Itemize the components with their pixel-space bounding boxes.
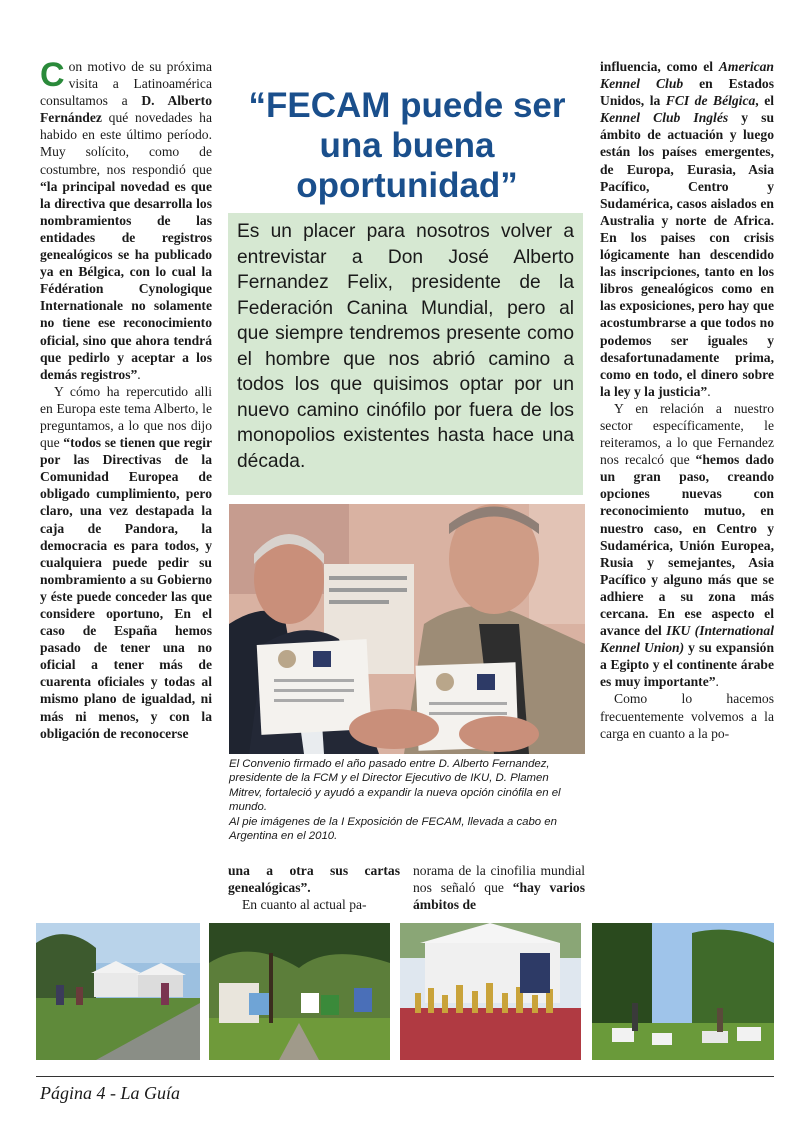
paragraph (40, 383, 212, 742)
text: En cuanto al actual pa- (242, 897, 367, 913)
paragraph (228, 896, 400, 913)
text: Y en relación a nuestro sector específicamente, le reiteramos, a lo que Fernandez nos recalcó que (600, 400, 774, 468)
quote-text: “hay varios ámbitos de (413, 880, 586, 913)
article-column-3 (600, 58, 774, 742)
article-column-1 (40, 58, 212, 742)
gallery-photo-1 (36, 923, 200, 1060)
article-column-2b (413, 862, 585, 913)
caption-text: Al pie imágenes de la I Exposición de FECAM, llevada a cabo en Argentina en el 2010. (229, 815, 557, 843)
text: on motivo de su próxima visita a Latinoamérica consultamos a (40, 59, 212, 109)
paragraph (40, 58, 212, 383)
quote-text: y su expansión a Egipto y el continente árabe es muy importante” (600, 640, 775, 690)
paragraph (228, 862, 400, 896)
text: en Estados Unidos, la (600, 76, 774, 109)
bold-text: D. Alberto Fernández (40, 93, 212, 126)
text: , el (755, 93, 774, 109)
paragraph (600, 690, 774, 741)
text: qué novedades ha habido en este último período. Muy solícito, como de costumbre, nos respondió que (40, 110, 212, 177)
paragraph (600, 400, 774, 691)
drop-cap: C (40, 56, 65, 94)
text: Como lo hacemos frecuentemente volvemos a la carga en cuanto a la po- (600, 691, 774, 741)
text: Y cómo ha repercutido alli en Europa este tema Alberto, le preguntamos, a lo que nos dijo que (40, 383, 212, 451)
quote-text: “hemos dado un gran paso, creando opciones nuevas con reconocimiento mutuo, en nuestro caso, en Centro y Sudamérica, Unión Europea, Rusia y semejantes, Asia Pacífico y alguno más que se adhiere a su zona más cercana. En ese aspecto el avance del (600, 452, 774, 639)
article-column-2a (228, 862, 400, 913)
paragraph (413, 862, 585, 913)
text: y su ámbito de actuación y luego están los países emergentes, de Europa, Eurasia, Asia Pacífico, Centro y Sudamérica, casos aislados en Australia y norte de Africa. En los paises con crisis lógicamente han descendido las inscripciones, tanto en los libros genealógicos como en las exposiciones, pero hay que acostumbrarse a que todos no podemos ser iguales y desafortunadamente prima, como en todo, el dinero sobre la ley y la justicia” (600, 110, 774, 399)
quote-text: “la principal novedad es que la directiva que desarrolla los nombramientos de las entidades de registros genealógicos se ha publicado ya en Bélgica, con lo cual la Fédération Cynologique Internationale no solamente no tiene ese reconocimiento oficial, sino que ahora tendrá que pedirlo y aceptar a los demás registros” (40, 178, 212, 382)
main-photo (229, 504, 585, 754)
text: . (707, 383, 711, 399)
italic-text: IKU (International Kennel Union) (600, 623, 774, 656)
italic-text: American Kennel Club (600, 59, 774, 92)
text: influencia, como el (600, 59, 719, 74)
intro-box: Es un placer para nosotros volver a entrevistar a Don José Alberto Fernandez Felix, presidente de la Federación Canina Mundial, pero al que siempre tendremos presente como el hombre que nos abrió camino a todos los que quisimos optar por un nuevo camino cinófilo por fuera de los monopolios existentes hasta hace una década. (228, 213, 583, 495)
page-footer: Página 4 - La Guía (40, 1083, 181, 1103)
text: . (137, 366, 141, 382)
footer-rule (36, 1076, 774, 1077)
quote-text: una a otra sus cartas genealógicas”. (228, 863, 400, 896)
gallery-photo-2 (209, 923, 390, 1060)
text: . (715, 674, 719, 690)
gallery-photo-4 (592, 923, 774, 1060)
photo-caption (229, 757, 585, 843)
italic-text: FCI de Bélgica (665, 93, 756, 109)
paragraph (600, 58, 774, 400)
quote-text: “todos se tienen que regir por las Directivas de la Comunidad Europea de obligado cumplimiento, pero claro, una vez destapada la caja de Pandora, la democracia es para todos, y cualquiera puede pedir su nombramiento a su Gobierno y éste puede conceder las que considere oportuno, En el caso de España hemos pasado de tener una no oficial a tener más de cuarenta oficiales y todas al mismo plano de igualdad, ni más ni menos, y con la obligación de reconocerse (40, 435, 213, 741)
headline: “FECAM puede ser una buena oportunidad” (248, 86, 566, 205)
italic-text: Kennel Club Inglés (600, 110, 729, 126)
text: norama de la cinofilia mundial nos señaló que (413, 863, 585, 896)
caption-text: El Convenio firmado el año pasado entre D. Alberto Fernandez, presidente de la FCM y el Director Ejecutivo de IKU, D. Plamen Mitrev, fortaleció y ayudó a expandir la nueva opción cinófila en el mundo. (229, 758, 561, 814)
gallery-photo-3 (400, 923, 581, 1060)
